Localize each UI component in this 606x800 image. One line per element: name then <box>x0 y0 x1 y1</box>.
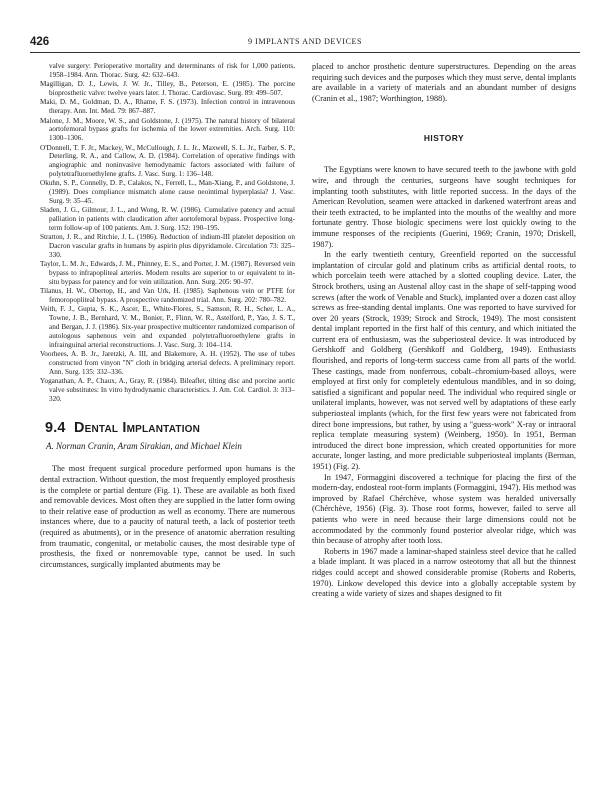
body-paragraph: In 1947, Formaggini discovered a technique for placing the first of the modern-day, endosteal root-form implants (Formaggini, 1947). His method was improved by Rafael Chérchève, whose system was heralded universally (Chérchève, 1956) (Fig. 3). Those root forms, however, failed to serve all patients who were in need because their large dimensions could not be accommodated by the commonly found posterior alveolar ridge, which was thin because of atrophy after tooth loss. <box>312 472 576 546</box>
page-number: 426 <box>30 36 50 48</box>
body-paragraph: The Egyptians were known to have secured teeth to the jawbone with gold wire, and through the centuries, surgeons have sought techniques for implanting tooth substitutes, with little reported success. In the days of the American Revolution, seamen were attacked in darkened waterfront areas and their teeth extracted, to be implanted into the mouths of the wealthy and more fortunate gentry. Those biologic specimens were lost quickly owing to the immune responses of the recipients (Guerini, 1969; Cranin, 1970; Driskell, 1987). <box>312 165 576 249</box>
body-paragraph: In the early twentieth century, Greenfield reported on the successful implantation of circular gold and platinum cribs as artificial dental roots, to which porcelain teeth were attached by a slotted coupling device. Later, the Strock brothers, using an Austenal alloy cast in the shape of self-tapping wood screws (after the work of Venable and Stuck), implanted over a dozen cast alloy screws as free-standing dental implants. One was reported to have survived for over 20 years (Strock, 1939; Strock and Strock, 1949). The most consistent dental implant reported in the first half of this century, and which initiated the current era of enthusiasm, was the subperiosteal device. It was introduced by Gershkoff and Goldberg (Gershkoff and Goldberg, 1949). Enthusiasts flourished, and reports of long-term success came from all parts of the world. These castings, made from nonferrous, cobalt–chromium-based alloys, were employed at first only for completely edentulous mandibles, and in so doing, satisfied a significant and popular need. The individual who required single or unilateral implants, however, was not served well by adaptations of these early subperiosteal implants (which, for the first few years were not fabricated from direct bone impressions, but rather, by using a "guess-work" X-ray or intraoral replica template measuring system) (Weinberg, 1950). In 1951, Berman introduced the direct bone impression, which created opportunities for more accurate, longer lasting, and more predictable subperiosteal implants (Berman, 1951) (Fig. 2). <box>312 250 576 471</box>
reference-list <box>40 62 295 403</box>
reference-item: Yoganathan, A. P., Chaux, A., Gray, R. (1984). Bileaflet, tilting disc and porcine aortic valve substitutes: In vitro hydrodynamic characteristics. J. Am. Col. Cardiol. 3: 313–320. <box>40 377 295 403</box>
body-paragraph: Roberts in 1967 made a laminar-shaped stainless steel device that he called a blade implant. It was placed in a narrow osteotomy that all but the thinnest ridges could accept and showed considerable promise (Roberts and Roberts, 1970). Linkow developed this device into a globally acceptable system by creating a wide variety of sizes and shapes designed to fit <box>312 546 576 599</box>
header-rule <box>30 52 580 53</box>
reference-item: Sladen, J. G., Gilmour, J. L., and Wong, R. W. (1986). Cumulative patency and actual palliation in patients with claudication after aortofemoral bypass. Prospective long-term follow-up of 100 patients. Am. J. Surg. 152: 190–195. <box>40 206 295 232</box>
reference-item: Magilligan, D. J., Lewis, J. W. Jr., Tilley, B., Peterson, E. (1985). The porcine bioprosthetic valve: twelve years later. J. Thorac. Cardiovasc. Surg. 89: 499–507. <box>40 80 295 97</box>
reference-item: Taylor, L. M. Jr., Edwards, J. M., Phinney, E. S., and Porter, J. M. (1987). Reversed vein bypass to infrapopliteal arteries. Modern results are superior to or equivalent to in-situ bypass for patency and for vein utilization. Ann. Surg. 205: 90–97. <box>40 260 295 286</box>
section-authors: A. Norman Cranin, Aram Sirakian, and Michael Klein <box>46 441 242 452</box>
right-intro-paragraph: placed to anchor prosthetic denture superstructures. Depending on the areas requiring such devices and the purposes which they must serve, dental implants are available in a variety of materials and an abundant number of designs (Cranin et al., 1987; Worthington, 1988). <box>312 62 576 103</box>
reference-item: Okuhn, S. P., Connelly, D. P., Calakos, N., Ferrell, L., Man-Xiang, P., and Goldstone, J. (1989). Does compliance mismatch alone cause neointimal hyperplasia? J. Vasc. Surg. 9: 35–45. <box>40 179 295 205</box>
right-column <box>312 62 576 794</box>
reference-item: Maki, D. M., Goldman, D. A., Rhame, F. S. (1973). Infection control in intravenous therapy. Ann. Int. Med. 79: 867–887. <box>40 98 295 116</box>
reference-item: Malone, J. M., Moore, W. S., and Goldstone, J. (1975). The natural history of bilateral aortofemoral bypass grafts for ischemia of the lower extremities. Arch. Surg. 110: 1300–1306. <box>40 116 295 143</box>
subsection-title: HISTORY <box>423 133 465 144</box>
running-head: 9 IMPLANTS AND DEVICES <box>247 37 363 46</box>
reference-item: Stratton, J. R., and Ritchie, J. L. (1986). Reduction of indium-III platelet deposition on Dacron vascular grafts in humans by aspirin plus dipyridamole. Circulation 73: 325–330. <box>40 233 295 259</box>
reference-item: Veith, F. J., Gupta, S. K., Ascer, E., White-Flores, S., Samson, R. H., Scher, L. A., Towne, J. B., Bernhard, V. M., Bonier, P., Flinn, W. R., Astelford, P., Yao, J. S. T., and Bergan, J. J. (1986). Six-year prospective multicenter randomized comparison of autologous saphenous vein and expanded polytetrafluoroethylene grafts in infrainguinal arterial reconstructions. J. Vasc. Surg. 3: 104–114. <box>40 305 295 349</box>
reference-item: Voorhees, A. B. Jr., Jaretzki, A. III, and Blakemore, A. H. (1952). The use of tubes constructed from vinyon "N" cloth in bridging arterial defects. A preliminary report. Ann. Surg. 135: 332–336. <box>40 350 295 376</box>
section-number: 9.4 <box>45 420 66 437</box>
page-header <box>30 36 580 50</box>
left-body <box>40 464 295 570</box>
reference-item: O'Donnell, T. F. Jr., Mackey, W., McCullough, J. L. Jr., Maxwell, S. L. Jr., Farber, S. P., Deterling, R. A., and Callow, A. D. (1984). Correlation of operative findings with angiographic and noninvasive hemodynamic factors associated with failure of polytetrafluoroethylene grafts. J. Vasc. Surg. 1: 136–148. <box>40 143 295 178</box>
section-title <box>45 420 295 436</box>
right-body <box>312 165 576 599</box>
reference-item: valve surgery: Perioperative mortality and determinants of risk for 1,000 patients, 1958–1984. Ann. Thorac. Surg. 42: 632–643. <box>49 62 295 79</box>
reference-item: Tilanus, H. W., Obertop, H., and Van Urk, H. (1985). Saphenous vein or PTFE for femoropopliteal bypass. A prospective randomized trial. Ann. Surg. 202: 780–782. <box>40 287 295 305</box>
body-paragraph: The most frequent surgical procedure performed upon humans is the dental extraction. Without question, the most frequently employed prosthesis is the complete or partial denture (Fig. 1). These are available as both fixed and removable devices. Most often they are supplied in the latter form owing to their relative ease of production as well as economy. There are numerous instances where, due to a paucity of natural teeth, a lack of posterior teeth (required as abutments), or in the presence of anatomic aberration resulting from traumatic, congenital, or metabolic causes, the most desirable type of prosthesis, the fixed or nonremovable type, cannot be used. In such circumstances, surgically implanted abutments may be <box>40 464 295 569</box>
left-column <box>40 62 295 794</box>
section-heading: Dental Implantation <box>74 420 201 437</box>
